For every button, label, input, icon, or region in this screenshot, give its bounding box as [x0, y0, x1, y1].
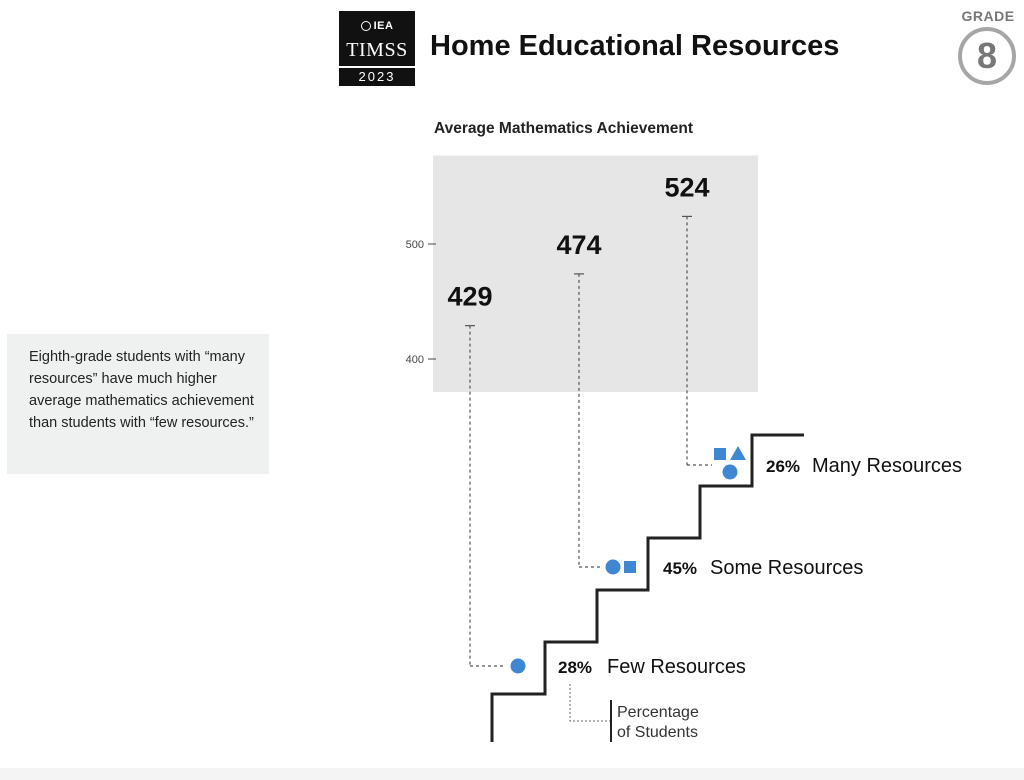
category-label: Some Resources	[710, 557, 864, 579]
grade-label: GRADE	[961, 8, 1015, 24]
logo-name: TIMSS	[346, 39, 408, 61]
note-label-line1: Percentage	[617, 704, 699, 721]
y-tick-label: 400	[405, 354, 424, 366]
category-label: Many Resources	[812, 455, 963, 477]
circle-icon	[511, 659, 526, 674]
staircase-line	[492, 435, 804, 742]
y-tick-label: 500	[405, 239, 424, 251]
circle-icon	[723, 465, 738, 480]
square-icon	[624, 561, 636, 573]
page-title: Home Educational Resources	[430, 30, 840, 62]
chart-title: Average Mathematics Achievement	[434, 120, 694, 137]
data-label: 429	[447, 281, 493, 312]
percent-label: 28%	[558, 658, 593, 677]
percent-label: 26%	[766, 457, 801, 476]
logo-year: 2023	[358, 69, 396, 84]
logo-org: IEA	[373, 20, 394, 32]
note-label-line2: of Students	[617, 724, 698, 741]
note-leader	[570, 684, 610, 721]
data-label: 524	[664, 172, 710, 203]
data-label: 474	[556, 229, 602, 260]
grade-badge: 8	[958, 27, 1016, 85]
square-icon	[714, 448, 726, 460]
percent-label: 45%	[663, 559, 698, 578]
triangle-icon	[730, 446, 746, 460]
category-label: Few Resources	[607, 656, 746, 678]
callout-text: Eighth-grade students with “many resources” have much higher average mathematics achievement than students with “few resources.”	[29, 349, 254, 431]
circle-icon	[606, 560, 621, 575]
